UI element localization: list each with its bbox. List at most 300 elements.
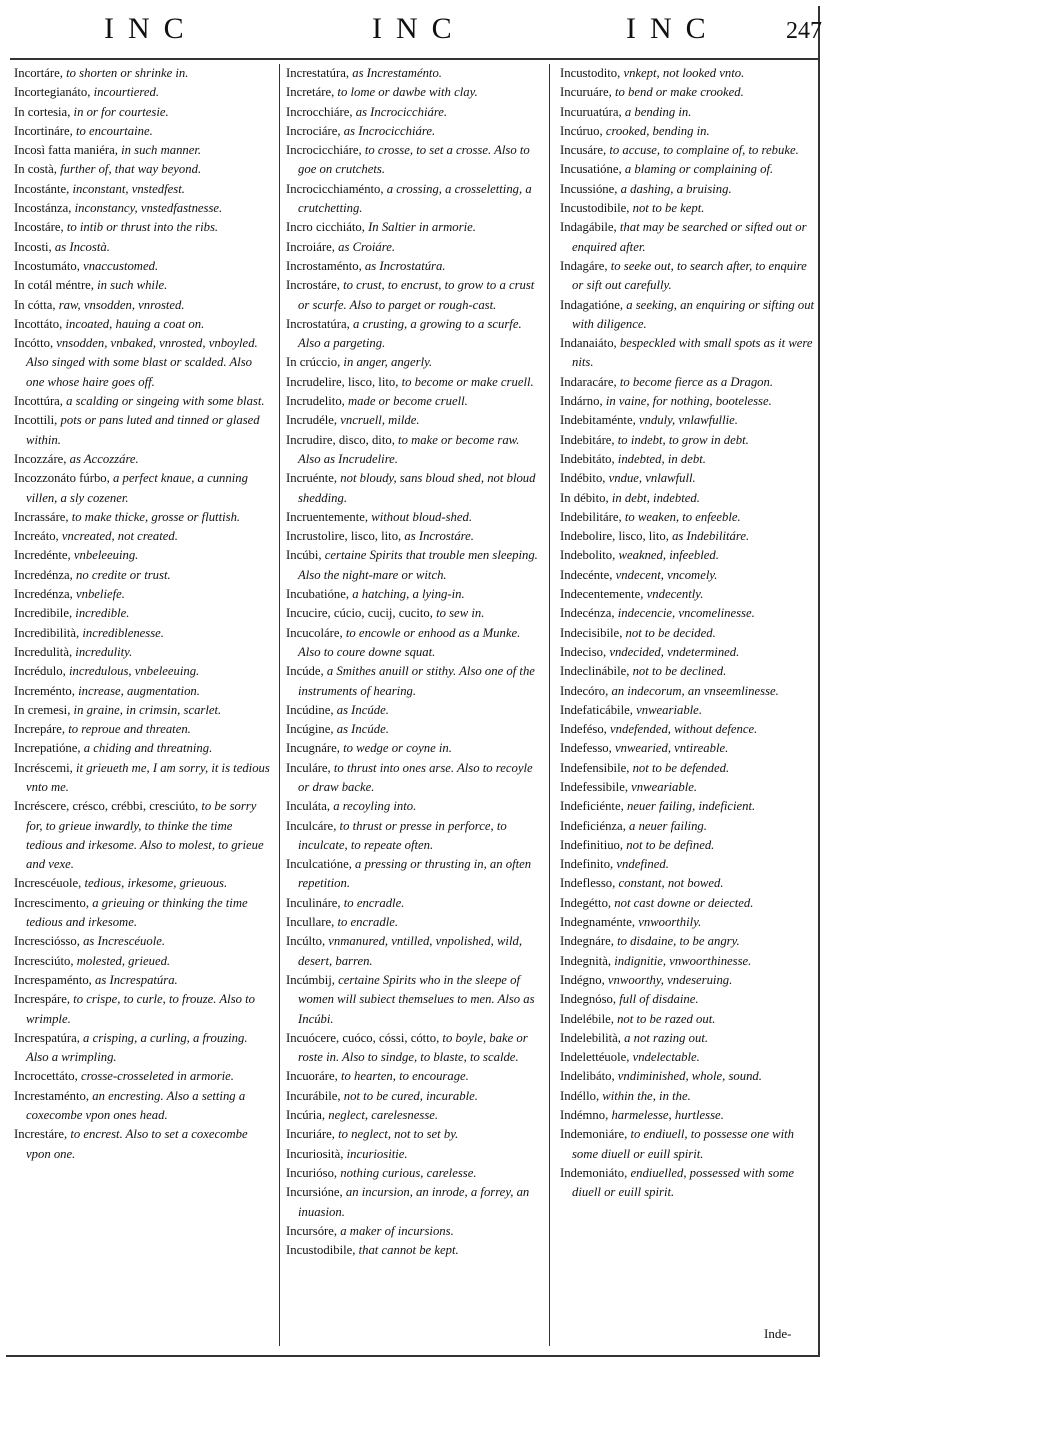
entry-definition: weakned, infeebled. — [615, 548, 719, 563]
entry-headword: Incrudéle, — [286, 413, 338, 428]
dictionary-entry — [286, 122, 544, 141]
entry-definition: not to be razed out. — [613, 1011, 716, 1026]
dictionary-entry — [14, 604, 272, 623]
entry-headword: Indegnità, — [560, 953, 612, 968]
entry-definition: vndecent, vncomely. — [612, 567, 718, 582]
page-number: 247 — [786, 18, 822, 44]
entry-definition: endiuelled, possessed with some diuell or euill spirit. — [572, 1165, 794, 1200]
entry-definition: not cast downe or deiected. — [611, 895, 754, 910]
dictionary-entry — [560, 817, 818, 836]
dictionary-entry — [14, 739, 272, 758]
dictionary-entry — [14, 334, 272, 392]
entry-definition: vnweariable. — [628, 779, 698, 794]
entry-definition: vndelectable. — [629, 1050, 700, 1065]
entry-headword: Indeflesso, — [560, 876, 616, 891]
entry-definition: full of disdaine. — [616, 992, 699, 1007]
entry-definition: vnweariable. — [632, 702, 702, 717]
dictionary-entry — [560, 373, 818, 392]
dictionary-entry — [14, 701, 272, 720]
dictionary-entry — [560, 778, 818, 797]
entry-headword: Indegnáre, — [560, 934, 614, 949]
dictionary-entry — [560, 431, 818, 450]
dictionary-entry — [286, 527, 544, 546]
entry-definition: indignitie, vnwoorthinesse. — [611, 953, 752, 968]
entry-definition: vndefended, without defence. — [606, 722, 758, 737]
entry-definition: vncruell, milde. — [337, 413, 420, 428]
entry-definition: In Saltier in armorie. — [364, 220, 476, 235]
dictionary-entry — [14, 624, 272, 643]
dictionary-entry — [286, 1029, 544, 1068]
entry-headword: Incruénte, — [286, 471, 338, 486]
entry-headword: Incúde, — [286, 664, 324, 679]
entry-headword: Indégno, — [560, 972, 605, 987]
dictionary-entry — [14, 1067, 272, 1086]
entry-definition: to endiuell, to possesse one with some diuell or euill spirit. — [572, 1127, 794, 1161]
entry-headword: Incro cicchiáto, — [286, 220, 365, 235]
dictionary-entry — [560, 1010, 818, 1029]
entry-definition: as Croiáre. — [334, 239, 396, 254]
entry-definition: a maker of incursions. — [337, 1223, 454, 1238]
entry-headword: Indeféso, — [560, 722, 607, 737]
entry-headword: Incustodibile, — [286, 1243, 356, 1258]
dictionary-entry — [14, 797, 272, 874]
dictionary-entry — [286, 141, 544, 180]
entry-headword: Inculináre, — [286, 895, 341, 910]
entry-definition: to encrest. Also to set a coxecombe vpon one. — [26, 1127, 248, 1161]
entry-headword: Incruentemente, — [286, 509, 369, 524]
entry-headword: Incrostáre, — [286, 278, 340, 293]
dictionary-entry — [14, 894, 272, 933]
dictionary-entry — [286, 469, 544, 508]
entry-headword: Incursióne, — [286, 1185, 343, 1200]
dictionary-entry — [560, 874, 818, 893]
entry-definition: an incursion, an inrode, a forrey, an inuasion. — [298, 1185, 530, 1219]
entry-headword: Indecénza, — [560, 606, 615, 621]
entry-headword: Incrocettáto, — [14, 1069, 78, 1084]
entry-headword: Incúlto, — [286, 934, 326, 949]
dictionary-entry — [14, 527, 272, 546]
entry-headword: Incuriosità, — [286, 1146, 344, 1161]
dictionary-entry — [286, 604, 544, 623]
dictionary-entry — [286, 257, 544, 276]
dictionary-entry — [560, 469, 818, 488]
entry-definition: to crispe, to curle, to frouze. Also to wrimple. — [26, 992, 256, 1026]
dictionary-entry — [14, 411, 272, 450]
entry-headword: Increscimento, — [14, 895, 90, 910]
dictionary-entry — [14, 990, 272, 1029]
entry-headword: Indelettéuole, — [560, 1050, 630, 1065]
entry-definition: in vaine, for nothing, bootelesse. — [602, 394, 772, 409]
entry-headword: Incréscemi, — [14, 760, 73, 775]
entry-headword: Indagáre, — [560, 258, 608, 273]
entry-definition: vndecently. — [643, 587, 704, 602]
entry-headword: Indegnóso, — [560, 992, 617, 1007]
entry-headword: Inculcáre, — [286, 818, 337, 833]
entry-definition: a neuer failing. — [625, 818, 707, 833]
entry-headword: Incrédulo, — [14, 664, 66, 679]
dictionary-entry — [560, 952, 818, 971]
entry-definition: that cannot be kept. — [355, 1243, 459, 1258]
entry-headword: Incozzonáto fúrbo, — [14, 471, 110, 486]
entry-headword: Indébito, — [560, 471, 606, 486]
entry-headword: Incresciúto, — [14, 953, 74, 968]
entry-definition: without bloud-shed. — [368, 509, 473, 524]
entry-headword: Incuoráre, — [286, 1069, 338, 1084]
entry-headword: Incroiáre, — [286, 239, 335, 254]
entry-headword: Incucire, cúcio, cucij, cucito, — [286, 606, 433, 621]
dictionary-entry — [560, 913, 818, 932]
column-1 — [14, 64, 272, 1164]
entry-headword: Incurióso, — [286, 1165, 338, 1180]
dictionary-entry — [560, 662, 818, 681]
entry-headword: Incusáre, — [560, 143, 607, 158]
entry-definition: vndue, vnlawfull. — [605, 471, 696, 486]
entry-headword: Indárno, — [560, 394, 603, 409]
entry-definition: vnwearied, vntireable. — [611, 741, 729, 756]
entry-headword: Incrocchiáre, — [286, 104, 353, 119]
dictionary-entry — [286, 1222, 544, 1241]
dictionary-entry — [560, 1106, 818, 1125]
dictionary-entry — [14, 952, 272, 971]
entry-definition: to weaken, to enfeeble. — [621, 509, 741, 524]
entry-headword: Inculcatióne, — [286, 857, 352, 872]
running-header — [0, 12, 830, 52]
dictionary-entry — [560, 1067, 818, 1086]
entry-definition: incrediblenesse. — [79, 625, 164, 640]
entry-definition: vncreated, not created. — [58, 529, 178, 544]
dictionary-entry — [14, 971, 272, 990]
dictionary-entry — [286, 315, 544, 354]
dictionary-entry — [14, 103, 272, 122]
entry-definition: as Indebilitáre. — [668, 529, 750, 544]
dictionary-entry — [14, 566, 272, 585]
dictionary-entry — [286, 276, 544, 315]
entry-definition: vndiminished, whole, sound. — [614, 1069, 762, 1084]
dictionary-entry — [286, 64, 544, 83]
entry-headword: Indeciso, — [560, 644, 607, 659]
dictionary-entry — [286, 238, 544, 257]
dictionary-entry — [286, 1106, 544, 1125]
entry-headword: Increpatióne, — [14, 741, 81, 756]
entry-definition: a crisping, a curling, a frouzing. Also a wrimpling. — [26, 1030, 248, 1065]
dictionary-entry — [560, 759, 818, 778]
entry-definition: a perfect knaue, a cunning villen, a sly cozener. — [26, 471, 248, 505]
entry-headword: Incustodito, — [560, 66, 621, 80]
entry-headword: Incustodibile, — [560, 201, 630, 216]
entry-headword: Incúdine, — [286, 702, 334, 717]
dictionary-entry — [14, 199, 272, 218]
entry-headword: Incrocicchiáre, — [286, 143, 362, 158]
entry-headword: Incúgine, — [286, 722, 334, 737]
entry-definition: vndefined. — [613, 857, 669, 872]
entry-definition: to shorten or shrinke in. — [62, 66, 189, 80]
entry-headword: Incredulità, — [14, 644, 73, 659]
entry-definition: to crust, to encrust, to grow to a crust or scurfe. Also to parget or rough-cast. — [298, 278, 535, 312]
dictionary-entry — [560, 218, 818, 257]
dictionary-entry — [560, 527, 818, 546]
entry-headword: Inculáre, — [286, 760, 331, 775]
dictionary-entry — [286, 1183, 544, 1222]
entry-definition: incredulous, vnbeleeuing. — [65, 664, 200, 679]
dictionary-entry — [14, 83, 272, 102]
entry-definition: as Accozzáre. — [66, 451, 139, 466]
dictionary-entry — [286, 1164, 544, 1183]
entry-headword: Indecisibile, — [560, 625, 623, 640]
dictionary-entry — [560, 450, 818, 469]
dictionary-entry — [14, 122, 272, 141]
entry-definition: to encradle. — [334, 915, 399, 930]
entry-definition: it grieueth me, I am sorry, it is tedious vnto me. — [26, 760, 270, 794]
entry-definition: indecencie, vncomelinesse. — [614, 606, 755, 621]
entry-definition: to encowle or enhood as a Munke. Also to coure downe squat. — [298, 625, 521, 659]
entry-definition: neuer failing, indeficient. — [623, 799, 756, 814]
entry-definition: a Smithes anuill or stithy. Also one of the instruments of hearing. — [298, 664, 535, 698]
entry-definition: as Incúde. — [333, 722, 389, 737]
dictionary-entry — [14, 662, 272, 681]
entry-definition: constant, not bowed. — [615, 876, 724, 891]
entry-headword: Incrudire, disco, dito, — [286, 432, 395, 447]
dictionary-entry — [286, 546, 544, 585]
dictionary-entry — [286, 1067, 544, 1086]
dictionary-entry — [286, 913, 544, 932]
dictionary-entry — [286, 1087, 544, 1106]
entry-headword: Indefessibile, — [560, 779, 628, 794]
dictionary-entry — [560, 624, 818, 643]
entry-definition: an encresting. Also a setting a coxecombe vpon ones head. — [26, 1088, 246, 1123]
dictionary-entry — [286, 353, 544, 372]
entry-definition: to hearten, to encourage. — [337, 1069, 469, 1084]
entry-headword: Incortegianáto, — [14, 85, 91, 100]
dictionary-entry — [560, 1125, 818, 1164]
entry-headword: Incurábile, — [286, 1088, 341, 1103]
dictionary-entry — [286, 817, 544, 856]
entry-definition: a dashing, a bruising. — [617, 181, 732, 196]
dictionary-entry — [560, 296, 818, 335]
entry-headword: Indefesso, — [560, 741, 612, 756]
entry-definition: in debt, indebted. — [608, 490, 700, 505]
entry-definition: vndecided, vndetermined. — [606, 644, 740, 659]
entry-definition: increase, augmentation. — [74, 683, 200, 698]
entry-headword: Indaracáre, — [560, 374, 617, 389]
entry-headword: Incortáre, — [14, 66, 63, 80]
entry-definition: a hatching, a lying-in. — [349, 587, 465, 602]
dictionary-entry — [286, 180, 544, 219]
entry-definition: a chiding and threatning. — [80, 741, 213, 756]
entry-headword: Incuriáre, — [286, 1127, 335, 1142]
entry-headword: Incostumáto, — [14, 258, 80, 273]
entry-definition: raw, vnsodden, vnrosted. — [55, 297, 185, 312]
entry-headword: Increspatúra, — [14, 1030, 80, 1045]
entry-headword: Incuruáre, — [560, 85, 612, 100]
dictionary-entry — [560, 701, 818, 720]
dictionary-entry — [286, 894, 544, 913]
dictionary-entry — [560, 894, 818, 913]
entry-headword: Increspaménto, — [14, 972, 92, 987]
entry-definition: no credite or trust. — [72, 567, 171, 582]
entry-definition: made or become cruell. — [344, 394, 468, 409]
entry-definition: to intib or thrust into the ribs. — [63, 220, 219, 235]
entry-headword: Incrudelito, — [286, 394, 345, 409]
entry-headword: Increscéuole, — [14, 876, 82, 891]
entry-definition: not to be declined. — [629, 664, 727, 679]
entry-definition: as Incrocicchiáre. — [352, 104, 448, 119]
entry-definition: vnduly, vnlawfullie. — [635, 413, 738, 428]
dictionary-entry — [14, 546, 272, 565]
entry-definition: as Incrostáre. — [401, 529, 474, 544]
entry-headword: Incredénza, — [14, 587, 73, 602]
entry-definition: nothing curious, carelesse. — [337, 1165, 477, 1180]
entry-headword: Incótto, — [14, 336, 54, 351]
entry-definition: not to be defined. — [623, 837, 715, 852]
entry-definition: a bending in. — [621, 104, 692, 119]
dictionary-entry — [286, 932, 544, 971]
entry-headword: Indeficiénte, — [560, 799, 624, 814]
dictionary-entry — [14, 257, 272, 276]
entry-headword: Indefensibile, — [560, 760, 630, 775]
entry-definition: vnbeliefe. — [72, 587, 125, 602]
entry-definition: to bend or make crooked. — [611, 85, 744, 100]
entry-definition: an indecorum, an vnseemlinesse. — [608, 683, 779, 698]
entry-definition: bespeckled with small spots as it were nits. — [572, 336, 813, 370]
entry-headword: Incostáre, — [14, 220, 64, 235]
entry-definition: not to be decided. — [622, 625, 716, 640]
entry-definition: to become or make cruell. — [398, 374, 534, 389]
entry-definition: vnaccustomed. — [79, 258, 159, 273]
entry-headword: Increménto, — [14, 683, 75, 698]
entry-definition: to lome or dawbe with clay. — [334, 85, 478, 100]
dictionary-entry — [14, 682, 272, 701]
entry-headword: In cremesi, — [14, 702, 71, 717]
entry-definition: crosse-crosseleted in armorie. — [77, 1069, 234, 1084]
entry-definition: that may be searched or sifted out or enquired after. — [572, 220, 807, 254]
entry-definition: pots or pans luted and tinned or glased within. — [26, 413, 260, 447]
entry-definition: neglect, carelesnesse. — [325, 1108, 439, 1123]
entry-headword: Incretáre, — [286, 85, 335, 100]
entry-headword: Indefaticábile, — [560, 702, 633, 717]
dictionary-entry — [560, 392, 818, 411]
entry-definition: tedious, irkesome, grieuous. — [81, 876, 228, 891]
entry-headword: Incuruatúra, — [560, 104, 622, 119]
entry-definition: a crusting, a growing to a scurfe. Also a pargeting. — [298, 316, 522, 351]
entry-headword: Indelebilità, — [560, 1030, 621, 1045]
entry-definition: a blaming or complaining of. — [621, 162, 774, 177]
entry-headword: Indeclinábile, — [560, 664, 630, 679]
entry-definition: in such manner. — [117, 143, 202, 158]
entry-definition: as Incostà. — [51, 239, 110, 254]
entry-definition: a recoyling into. — [330, 799, 417, 814]
entry-definition: indebted, in debt. — [614, 451, 706, 466]
dictionary-entry — [560, 1048, 818, 1067]
entry-headword: Indagábile, — [560, 220, 617, 235]
entry-headword: Indefinitiuo, — [560, 837, 624, 852]
entry-headword: Indebitáto, — [560, 451, 615, 466]
column-rule-2 — [549, 64, 550, 1346]
entry-headword: Indeficiénza, — [560, 818, 626, 833]
dictionary-entry — [560, 971, 818, 990]
entry-headword: Incosti, — [14, 239, 52, 254]
entry-definition: to accuse, to complaine of, to rebuke. — [606, 143, 799, 158]
dictionary-entry — [286, 392, 544, 411]
dictionary-entry — [286, 971, 544, 1029]
dictionary-entry — [560, 643, 818, 662]
entry-headword: Indelibáto, — [560, 1069, 615, 1084]
entry-definition: to wedge or coyne in. — [339, 741, 452, 756]
entry-headword: Incúruo, — [560, 123, 603, 138]
dictionary-entry — [286, 1125, 544, 1144]
entry-definition: as Increspatúra. — [91, 972, 178, 987]
entry-definition: in such while. — [93, 278, 168, 293]
dictionary-entry — [286, 83, 544, 102]
entry-definition: incoated, hauing a coat on. — [62, 316, 205, 331]
dictionary-entry — [286, 855, 544, 894]
entry-headword: Incredibilità, — [14, 625, 80, 640]
entry-headword: Increstaménto, — [14, 1088, 90, 1103]
entry-definition: vnbeleeuing. — [70, 548, 139, 563]
entry-headword: Indéllo, — [560, 1088, 600, 1103]
entry-definition: incourtiered. — [90, 85, 160, 100]
entry-definition: to seeke out, to search after, to enquire or sift out carefully. — [572, 258, 807, 293]
dictionary-entry — [560, 585, 818, 604]
entry-headword: Incrassáre, — [14, 509, 69, 524]
dictionary-entry — [560, 180, 818, 199]
entry-definition: vnmanured, vntilled, vnpolished, wild, desert, barren. — [298, 934, 522, 968]
entry-definition: to reproue and threaten. — [65, 722, 191, 737]
dictionary-entry — [560, 508, 818, 527]
entry-definition: further of, that way beyond. — [56, 162, 202, 177]
dictionary-entry — [286, 1145, 544, 1164]
entry-definition: a grieuing or thinking the time tedious and irkesome. — [26, 895, 248, 930]
entry-definition: vnwoorthily. — [635, 915, 702, 930]
column-3 — [560, 64, 818, 1203]
entry-definition: as Incrocicchiáre. — [340, 123, 436, 138]
entry-headword: Incubatióne, — [286, 587, 350, 602]
dictionary-entry — [14, 180, 272, 199]
dictionary-entry — [286, 720, 544, 739]
entry-headword: Indecóro, — [560, 683, 609, 698]
entry-definition: vnwoorthy, vndeseruing. — [604, 972, 733, 987]
dictionary-entry — [14, 238, 272, 257]
entry-headword: Indegétto, — [560, 895, 612, 910]
dictionary-entry — [14, 874, 272, 893]
entry-headword: Indebolito, — [560, 548, 616, 563]
guide-word-right: INC — [626, 12, 720, 45]
dictionary-entry — [14, 315, 272, 334]
entry-headword: Incúria, — [286, 1108, 326, 1123]
entry-headword: In cótta, — [14, 297, 56, 312]
entry-headword: Incréscere, crésco, crébbi, cresciúto, — [14, 799, 199, 814]
entry-definition: vnkept, not looked vnto. — [620, 66, 745, 80]
entry-headword: Inculáta, — [286, 799, 331, 814]
dictionary-entry — [14, 296, 272, 315]
dictionary-entry — [14, 1029, 272, 1068]
entry-headword: Incostánza, — [14, 201, 72, 216]
entry-headword: Incrostaménto, — [286, 258, 362, 273]
dictionary-entry — [560, 83, 818, 102]
dictionary-entry — [14, 469, 272, 508]
entry-definition: to boyle, bake or roste in. Also to sindge, to blaste, to scalde. — [298, 1030, 528, 1065]
dictionary-entry — [560, 682, 818, 701]
dictionary-entry — [14, 392, 272, 411]
entry-headword: In débito, — [560, 490, 609, 505]
entry-headword: Incúbi, — [286, 548, 322, 563]
entry-definition: certaine Spirits who in the sleepe of women will subiect themselues to men. Also as Incúbi. — [298, 972, 535, 1026]
dictionary-entry — [286, 103, 544, 122]
dictionary-entry — [14, 276, 272, 295]
entry-headword: Increstatúra, — [286, 66, 350, 80]
entry-headword: Incrostatúra, — [286, 316, 350, 331]
dictionary-entry — [560, 1087, 818, 1106]
dictionary-entry — [560, 199, 818, 218]
